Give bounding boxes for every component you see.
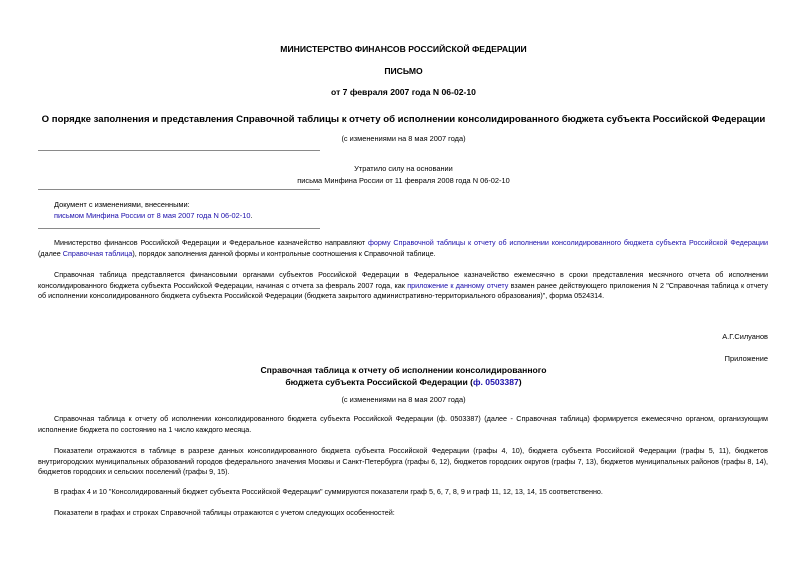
form-code-link[interactable]: ф. 0503387 <box>473 377 519 387</box>
divider <box>38 150 320 151</box>
appendix-paragraph-3: В графах 4 и 10 "Консолидированный бюджет субъекта Российской Федерации" суммируются показатели граф 5, 6, 7, 8, 9 и граф 11, 12, 13, 14, 15 соответственно. <box>54 487 603 496</box>
reference-table-link[interactable]: Справочная таблица <box>62 248 133 258</box>
divider <box>38 189 320 190</box>
date-number-heading: от 7 февраля 2007 года N 06-02-10 <box>331 87 476 97</box>
appendix-paragraph-1: Справочная таблица к отчету об исполнении консолидированного бюджета субъекта Российской Федерации (ф. 0503387) (далее - Справочная таблица) формируется ежемесячно органом, организующим исполнение бюджета по состоянию на 1 число каждого месяца. <box>38 414 768 434</box>
document-title: О порядке заполнения и представления Справочной таблицы к отчету об исполнении консолидированного бюджета субъекта Российской Федерации <box>41 114 766 125</box>
status-note-line2: письма Минфина России от 11 февраля 2008 года N 06-02-10 <box>297 176 510 185</box>
amending-letter-link[interactable]: письмом Минфина России от 8 мая 2007 года N 06-02-10 <box>54 211 251 220</box>
signature: А.Г.Силуанов <box>722 332 768 341</box>
appendix-amendment-note: (с изменениями на 8 мая 2007 года) <box>341 395 466 404</box>
appendix-paragraph-2: Показатели отражаются в таблице в разрезе данных консолидированного бюджета субъекта Российской Федерации (графы 4, 10), бюджета субъекта Российской Федерации (графы 5, 11), бюджетов внутригородских муниципальных образований городов федерального значения Москвы и Санкт-Петербурга (графы 6, 12), бюджетов городских округов (графы 7, 13), бюджетов муниципальных районов (графы 8, 14), бюджетов городских и сельских поселений (графы 9, 15). <box>38 446 768 477</box>
status-note-line1: Утратило силу на основании <box>354 164 453 173</box>
body-paragraph-2: Справочная таблица представляется финансовыми органами субъектов Российской Федерации в Федеральное казначейство ежемесячно в сроки представления месячного отчета об исполнении консолидированного бюджета субъекта Российской Федерации, начиная с отчета за февраль 2007 года, как приложение к данному отчету взамен ранее действующего приложения N 2 "Справочная таблица к отчету об исполнении консолидированного бюджета субъекта Российской Федерации (бюджета закрытого административно-территориального образования)", форма 0524314. <box>38 270 768 301</box>
changes-label: Документ с изменениями, внесенными: <box>54 200 190 209</box>
appendix-label: Приложение <box>724 354 768 363</box>
body-paragraph-1: Министерство финансов Российской Федерации и Федеральное казначейство направляют форму Справочной таблицы к отчету об исполнении консолидированного бюджета субъекта Российской Федерации (далее Справочная таблица), порядок заполнения данной формы и контрольные соотношения к Справочной таблице. <box>38 238 768 258</box>
ministry-heading: МИНИСТЕРСТВО ФИНАНСОВ РОССИЙСКОЙ ФЕДЕРАЦИИ <box>280 44 527 54</box>
amendment-note: (с изменениями на 8 мая 2007 года) <box>341 134 466 143</box>
doc-type-heading: ПИСЬМО <box>384 66 423 76</box>
appendix-title: Справочная таблица к отчету об исполнении консолидированного бюджета субъекта Российской Федерации (ф. 0503387) <box>260 365 547 387</box>
divider <box>38 228 320 229</box>
appendix-paragraph-4: Показатели в графах и строках Справочной таблицы отражаются с учетом следующих особенностей: <box>54 508 395 517</box>
appendix-link[interactable]: приложение к данному отчету <box>407 280 509 290</box>
form-link[interactable]: форму Справочной таблицы к отчету об исполнении консолидированного бюджета субъекта Российской Федерации <box>368 238 768 247</box>
changes-entry: письмом Минфина России от 8 мая 2007 года N 06-02-10. <box>54 211 253 220</box>
